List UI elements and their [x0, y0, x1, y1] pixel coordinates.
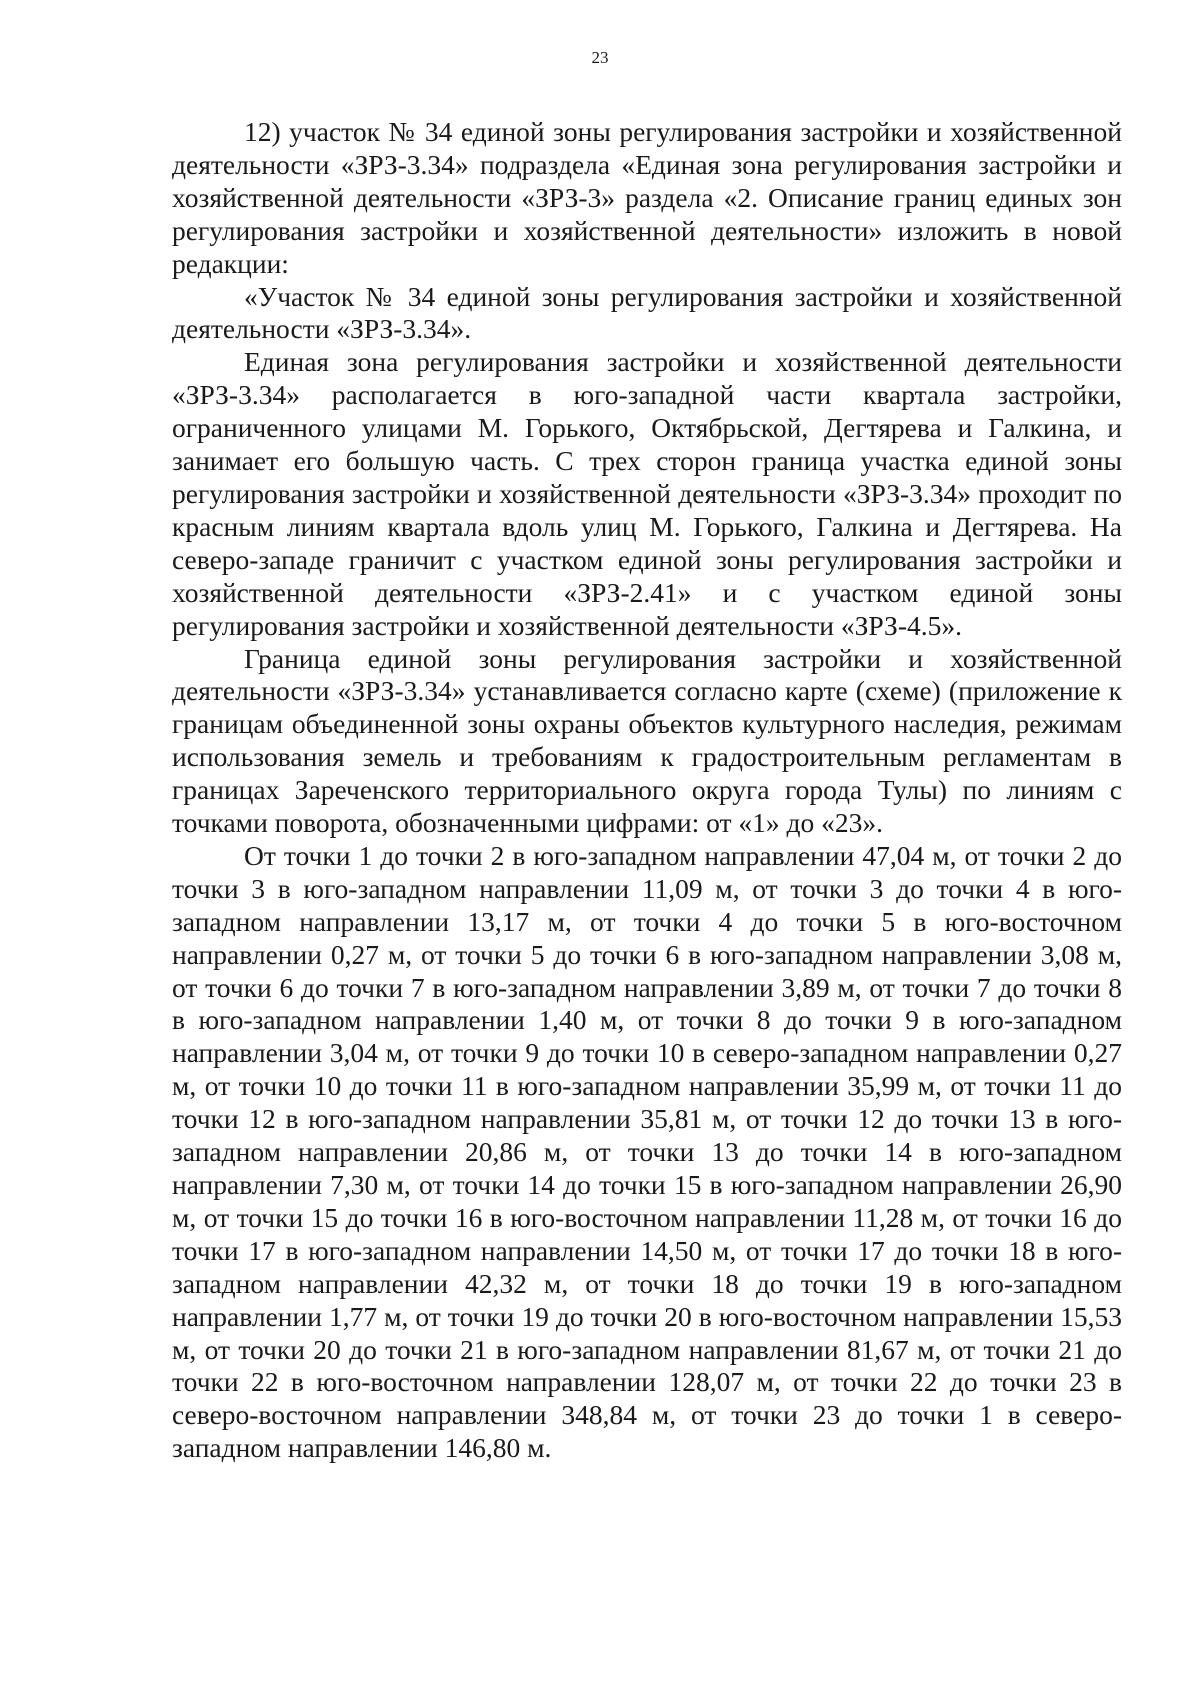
paragraph-section-title: «Участок № 34 единой зоны регулирования застройки и хозяйственной деятельности «ЗРЗ-3.34». — [172, 280, 1122, 345]
paragraph-item-12-heading: 12) участок № 34 единой зоны регулирования застройки и хозяйственной деятельности «ЗРЗ-3.34» подраздела «Единая зона регулирования застройки и хозяйственной деятельности «ЗРЗ-3» раздела «2. Описание границ единых зон регулирования застройки и хозяйственной деятельности» изложить в новой редакции: — [172, 116, 1122, 279]
document-body — [172, 116, 1122, 1465]
paragraph-zone-location: Единая зона регулирования застройки и хозяйственной деятельности «ЗРЗ-3.34» располагается в юго-западной части квартала застройки, ограниченного улицами М. Горького, Октябрьской, Дегтярева и Галкина, и занимает его большую часть. С трех сторон граница участка единой зоны регулирования застройки и хозяйственной деятельности «ЗРЗ-3.34» проходит по красным линиям квартала вдоль улиц М. Горького, Галкина и Дегтярева. На северо-западе граничит с участком единой зоны регулирования застройки и хозяйственной деятельности «ЗРЗ-2.41» и с участком единой зоны регулирования застройки и хозяйственной деятельности «ЗРЗ-4.5». — [172, 346, 1122, 641]
paragraph-boundary-points: От точки 1 до точки 2 в юго-западном направлении 47,04 м, от точки 2 до точки 3 в юго-западном направлении 11,09 м, от точки 3 до точки 4 в юго-западном направлении 13,17 м, от точки 4 до точки 5 в юго-восточном направлении 0,27 м, от точки 5 до точки 6 в юго-западном направлении 3,08 м, от точки 6 до точки 7 в юго-западном направлении 3,89 м, от точки 7 до точки 8 в юго-западном направлении 1,40 м, от точки 8 до точки 9 в юго-западном направлении 3,04 м, от точки 9 до точки 10 в северо-западном направлении 0,27 м, от точки 10 до точки 11 в юго-западном направлении 35,99 м, от точки 11 до точки 12 в юго-западном направлении 35,81 м, от точки 12 до точки 13 в юго-западном направлении 20,86 м, от точки 13 до точки 14 в юго-западном направлении 7,30 м, от точки 14 до точки 15 в юго-западном направлении 26,90 м, от точки 15 до точки 16 в юго-восточном направлении 11,28 м, от точки 16 до точки 17 в юго-западном направлении 14,50 м, от точки 17 до точки 18 в юго-западном направлении 42,32 м, от точки 18 до точки 19 в юго-западном направлении 1,77 м, от точки 19 до точки 20 в юго-восточном направлении 15,53 м, от точки 20 до точки 21 в юго-западном направлении 81,67 м, от точки 21 до точки 22 в юго-восточном направлении 128,07 м, от точки 22 до точки 23 в северо-восточном направлении 348,84 м, от точки 23 до точки 1 в северо-западном направлении 146,80 м. — [172, 839, 1122, 1464]
page-number: 23 — [591, 48, 609, 67]
paragraph-boundary-definition: Граница единой зоны регулирования застройки и хозяйственной деятельности «ЗРЗ-3.34» устанавливается согласно карте (схеме) (приложение к границам объединенной зоны охраны объектов культурного наследия, режимам использования земель и требованиям к градостроительным регламентам в границах Зареченского территориального округа города Тулы) по линиям с точками поворота, обозначенными цифрами: от «1» до «23». — [172, 642, 1122, 839]
